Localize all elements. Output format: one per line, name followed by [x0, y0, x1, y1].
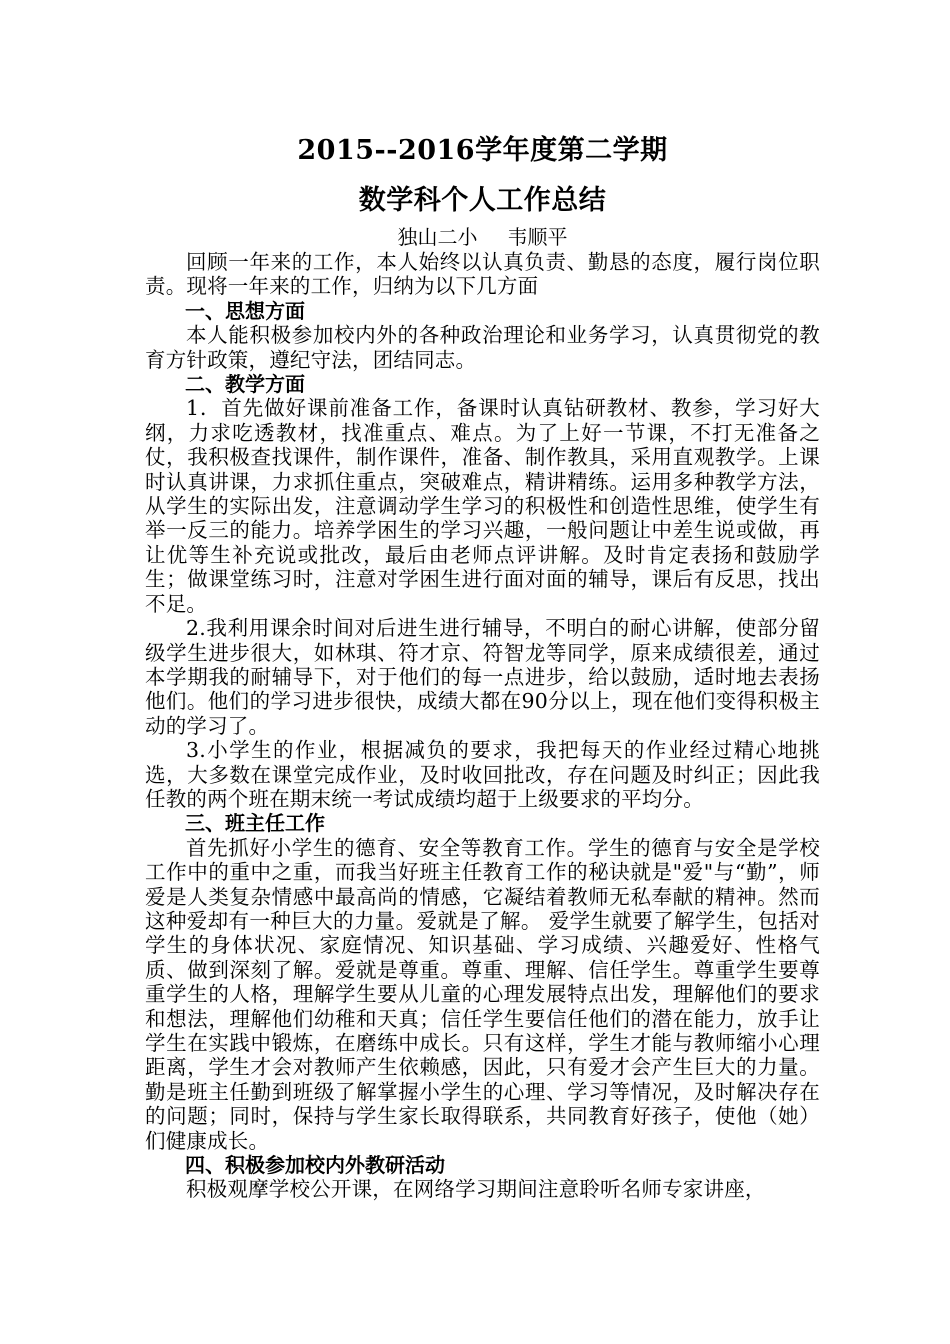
section2-paragraph3: 3.小学生的作业，根据减负的要求，我把每天的作业经过精心地挑选，大多数在课堂完成作业，及时收回批改，存在问题及时纠正；因此我任教的两个班在期末统一考试成绩均超于上级要求的平均分。: [145, 738, 820, 811]
author-name: 韦顺平: [507, 225, 568, 249]
section2-paragraph2: 2.我利用课余时间对后进生进行辅导，不明白的耐心讲解，使部分留级学生进步很大，如林琪、符才京、符智龙等同学，原来成绩很差，通过本学期我的耐辅导下，对于他们的每一点进步，给以鼓励，适时地去表扬他们。他们的学习进步很快，成绩大都在90分以上，现在他们变得积极主动的学习了。: [145, 616, 820, 738]
document-title-line1: 2015--2016学年度第二学期: [297, 135, 668, 166]
section1-heading: 一、思想方面: [185, 298, 305, 323]
section2-heading: 二、教学方面: [185, 372, 305, 397]
author-line: [145, 224, 820, 250]
section3-paragraph: 首先抓好小学生的德育、安全等教育工作。学生的德育与安全是学校工作中的重中之重，而我当好班主任教育工作的秘诀就是"爱"与“勤”，师爱是人类复杂情感中最高尚的情感，它凝结着教师无私奉献的精神。然而这种爱却有一种巨大的力量。爱就是了解。 爱学生就要了解学生，包括对学生的身体状况、家庭情况、知识基础、学习成绩、兴趣爱好、性格气质、做到深刻了解。爱就是尊重。尊重、理解、信任学生。尊重学生要尊重学生的人格，理解学生要从儿童的心理发展特点出发，理解他们的要求和想法，理解他们幼稚和天真；信任学生要信任他们的潜在能力，放手让学生在实践中锻炼，在磨练中成长。只有这样，学生才能与教师缩小心理距离，学生才会对教师产生依赖感，因此，只有爱才会产生巨大的力量。勤是班主任勤到班级了解掌握小学生的心理、学习等情况，及时解决存在的问题；同时，保持与学生家长取得联系，共同教育好孩子，使他（她）们健康成长。: [145, 835, 820, 1153]
document-page: [145, 128, 820, 1202]
section1-paragraph: 本人能积极参加校内外的各种政治理论和业务学习，认真贯彻党的教育方针政策，遵纪守法，团结同志。: [145, 323, 820, 372]
section3-heading: 三、班主任工作: [185, 811, 325, 836]
author-school: 独山二小: [397, 225, 478, 249]
intro-paragraph: 回顾一年来的工作，本人始终以认真负责、勤恳的态度，履行岗位职责。现将一年来的工作，归纳为以下几方面: [145, 250, 820, 299]
section4-paragraph: 积极观摩学校公开课，在网络学习期间注意聆听名师专家讲座，: [186, 1177, 766, 1202]
section4-heading: 四、积极参加校内外教研活动: [185, 1153, 445, 1178]
section2-paragraph1: 1．首先做好课前准备工作，备课时认真钻研教材、教参，学习好大纲，力求吃透教材，找准重点、难点。为了上好一节课，不打无准备之仗，我积极查找课件，制作课件，准备、制作教具，采用直观教学。上课时认真讲课，力求抓住重点，突破难点，精讲精练。运用多种教学方法，从学生的实际出发，注意调动学生学习的积极性和创造性思维，使学生有举一反三的能力。培养学困生的学习兴趣，一般问题让中差生说或做，再让优等生补充说或批改，最后由老师点评讲解。及时肯定表扬和鼓励学生；做课堂练习时，注意对学困生进行面对面的辅导，课后有反思，找出不足。: [145, 396, 820, 616]
document-title-line2: 数学科个人工作总结: [358, 185, 607, 216]
